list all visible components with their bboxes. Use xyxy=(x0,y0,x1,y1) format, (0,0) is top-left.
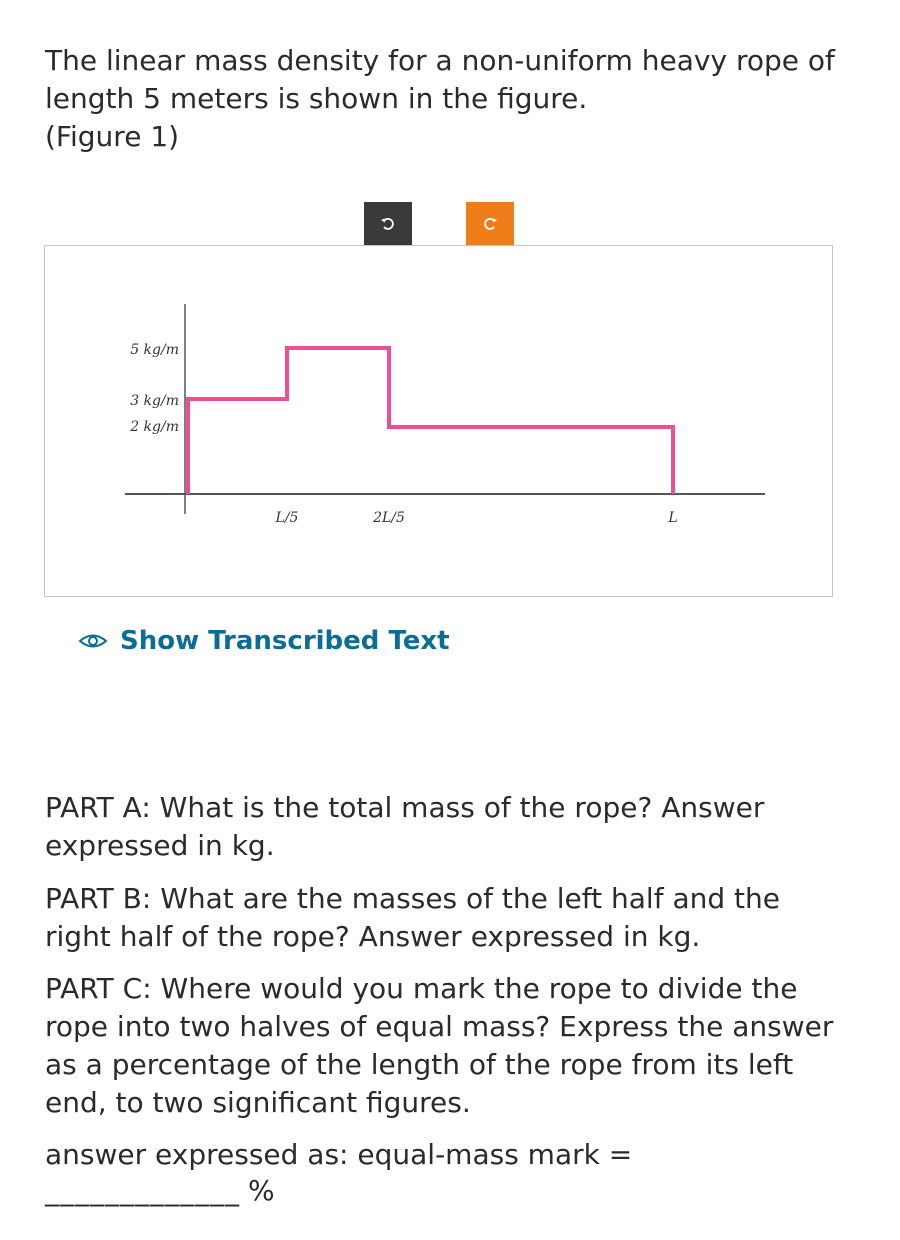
figure-1 xyxy=(44,245,833,597)
rotate-right-icon xyxy=(482,216,498,232)
question-line: as a percentage of the length of the rope from its left xyxy=(45,1048,794,1081)
intro-line: The linear mass density for a non-uniform heavy rope of xyxy=(45,44,835,77)
x-tick-label: 2L/5 xyxy=(373,510,405,526)
part-a-question xyxy=(45,789,845,865)
rotate-left-button[interactable] xyxy=(364,202,412,246)
x-tick-label: L/5 xyxy=(275,510,299,526)
show-transcribed-text-label: Show Transcribed Text xyxy=(120,626,450,656)
part-b-question xyxy=(45,880,845,956)
rotate-right-button[interactable] xyxy=(466,202,514,246)
answer-blank: _____________ xyxy=(45,1174,240,1207)
rotate-left-icon xyxy=(380,216,396,232)
intro-line: length 5 meters is shown in the figure. xyxy=(45,82,588,115)
question-line: rope into two halves of equal mass? Express the answer xyxy=(45,1010,834,1043)
question-line: end, to two significant figures. xyxy=(45,1086,471,1119)
answer-row xyxy=(45,1172,275,1210)
y-tick-label: 2 kg/m xyxy=(130,419,179,435)
part-c-question xyxy=(45,970,845,1122)
density-step-line xyxy=(188,348,673,494)
question-line: PART B: What are the masses of the left half and the xyxy=(45,882,780,915)
intro-text xyxy=(45,42,865,156)
question-line: PART C: Where would you mark the rope to divide the xyxy=(45,972,798,1005)
y-tick-label: 3 kg/m xyxy=(130,393,179,409)
y-tick-label: 5 kg/m xyxy=(130,342,179,358)
question-line: expressed in kg. xyxy=(45,829,275,862)
show-transcribed-text-link[interactable] xyxy=(78,626,450,656)
eye-icon xyxy=(78,632,108,650)
density-chart xyxy=(45,246,832,596)
figure-reference: (Figure 1) xyxy=(45,120,180,153)
question-line: PART A: What is the total mass of the rope? Answer xyxy=(45,791,765,824)
x-tick-label: L xyxy=(668,510,678,526)
answer-prompt: answer expressed as: equal-mass mark = xyxy=(45,1138,633,1171)
answer-unit: % xyxy=(248,1174,275,1207)
question-line: right half of the rope? Answer expressed in kg. xyxy=(45,920,701,953)
